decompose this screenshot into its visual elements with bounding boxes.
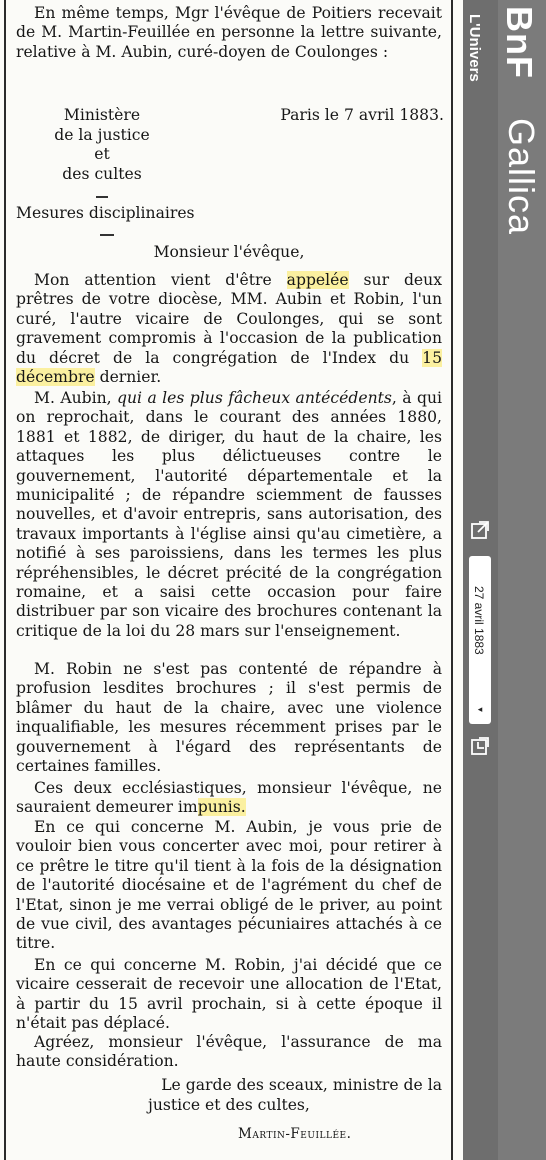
collapse-icon[interactable] <box>469 736 491 758</box>
text-run: Ces deux ecclésiastiques, monsieur l'évêque, ne sauraient demeurer im <box>16 779 442 817</box>
ministry-line: Ministère <box>63 106 141 124</box>
chevron-left-icon[interactable]: ◂ <box>477 705 483 715</box>
paragraph-6 <box>16 956 442 1034</box>
expand-icon[interactable] <box>469 520 491 542</box>
paragraph-4 <box>16 779 442 818</box>
ministry-header <box>40 106 164 184</box>
paragraph-5 <box>16 818 442 954</box>
ministry-line: de la justice <box>54 125 150 144</box>
issue-date: 27 avril 1883 <box>472 586 486 655</box>
signature-line: justice et des cultes, <box>148 1096 310 1114</box>
signature-line: Le garde des sceaux, ministre de la <box>161 1076 442 1094</box>
expand-icon-graphic <box>470 520 490 540</box>
text-run: sur deux prêtres de votre diocèse, MM. Aubin et Robin, l'un curé, l'autre vicaire de Coulonges, qui se sont gravement compromis à l'occasion de la publication du décret de la congrégation de l'Index du <box>16 271 443 367</box>
search-highlight: appelée <box>286 271 349 289</box>
collapse-icon-graphic <box>470 736 490 756</box>
text-run: Mon attention vient d'être <box>34 271 287 289</box>
column-rule-right <box>451 0 453 1160</box>
paragraph-2 <box>16 389 442 641</box>
ministry-line: des cultes <box>62 164 142 183</box>
intro-paragraph <box>16 4 442 62</box>
text-run: En ce qui concerne M. Robin, j'ai décidé que ce vicaire cesserait de recevoir une allocation de l'Etat, à partir du 15 avril prochain, si à cette époque il n'était pas déplacé. <box>16 956 442 1033</box>
bnf-logo[interactable]: BnF <box>499 6 540 79</box>
text-run: M. Robin ne s'est pas contenté de répandre à profusion lesdites brochures ; il s'est permis de blâmer du haut de la chaire, avec une violence inqualifiable, les mesures récemment prises par le gouvernement à l'égard des représentants de certaines familles. <box>16 660 442 776</box>
separator-dash <box>96 196 108 198</box>
text-run: En ce qui concerne M. Aubin, je vous prie de vouloir bien vous concerter avec moi, pour retirer à ce prêtre le titre qu'il tient à la fois de la désignation de l'autorité diocésaine et de l'agrément du chef de l'Etat, sinon je me verrai obligé de le priver, au point de vue civil, des avantages pécuniaires attachés à ce titre. <box>16 818 442 953</box>
text-run: , à qui on reprochait, dans le courant des années 1880, 1881 et 1882, de diriger, du haut de la chaire, les attaques les plus délictueuses contre le gouvernement, l'autorité départementale et la municipalité ; de répandre sciemment de fausses nouvelles, et d'avoir entrepris, sans autorisation, des travaux importants à l'église ainsi qu'au cimetière, a notifié à ses paroissiens, dans les termes les plus répréhensibles, le décret précité de la congrégation romaine, et a saisi cette occasion pour faire distribuer par son vicaire des brochures contenant la critique de la loi du 28 mars sur l'enseignement. <box>16 389 442 640</box>
ministry-line: et <box>94 145 110 164</box>
letter-subject: Mesures disciplinaires <box>16 204 195 222</box>
text-run: En même temps, Mgr l'évêque de Poitiers recevait de M. Martin-Feuillée en personne la lettre suivante, relative à M. Aubin, curé-doyen de Coulonges : <box>16 4 442 61</box>
text-run: M. Aubin, <box>34 389 118 407</box>
paragraph-3 <box>16 660 442 776</box>
salutation: Monsieur l'évêque, <box>153 243 305 261</box>
letter-date: Paris le 7 avril 1883. <box>280 106 444 124</box>
paragraph-7 <box>16 1033 442 1072</box>
text-run: qui a les plus fâcheux antécédents <box>117 389 392 407</box>
collection-label[interactable]: L'Univers <box>466 14 483 82</box>
search-highlight: punis. <box>197 798 246 817</box>
paragraph-1 <box>16 271 442 387</box>
search-highlight: 15 décembre <box>16 348 442 387</box>
text-run: dernier. <box>94 368 162 387</box>
gallica-logo[interactable]: Gallica <box>501 118 542 236</box>
signature-name: Martin-Feuillée. <box>238 1126 352 1142</box>
text-run: Agréez, monsieur l'évêque, l'assurance de ma haute considération. <box>16 1033 442 1071</box>
column-rule-left <box>4 0 6 1160</box>
separator-dash <box>100 234 114 236</box>
